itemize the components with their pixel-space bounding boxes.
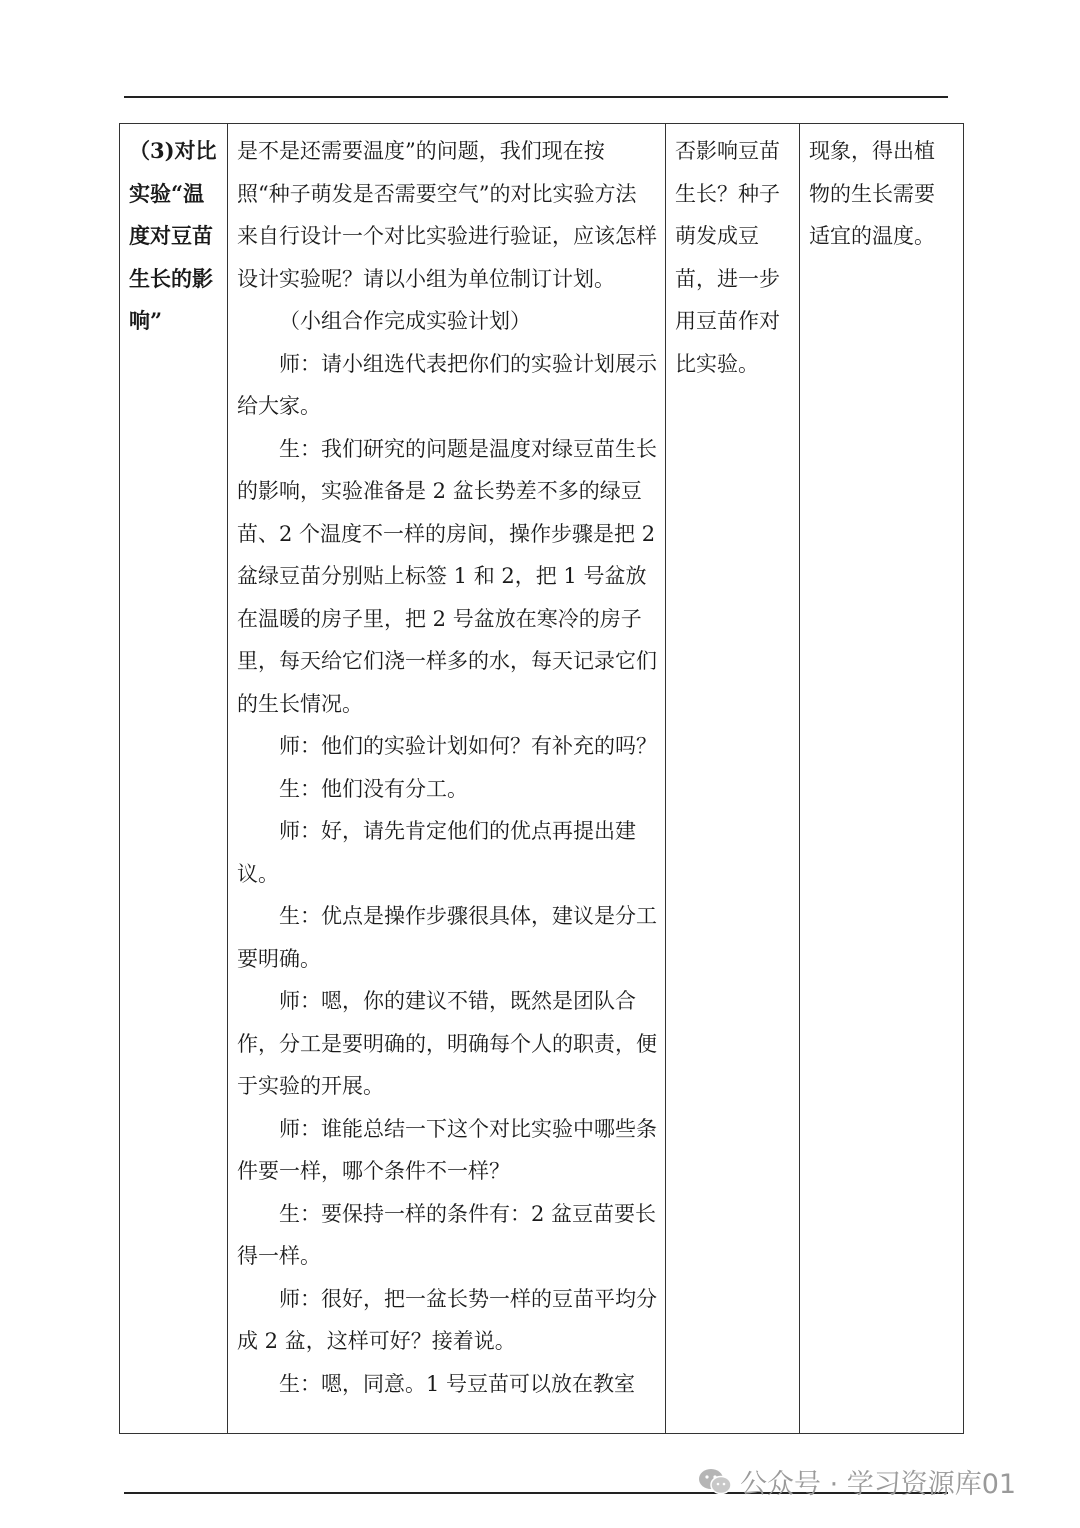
teaching-process-cell <box>228 124 666 1434</box>
watermark <box>698 1462 1016 1501</box>
process-paragraph: 生：我们研究的问题是温度对绿豆苗生长的影响，实验准备是 2 盆长势差不多的绿豆苗、2 个温度不一样的房间，操作步骤是把 2 盆绿豆苗分别贴上标签 1 和 2，把 1 号盆放在温暖的房子里，把 2 号盆放在寒冷的房子里，每天给它们浇一样多的水，每天记录它们的生长情况。 <box>237 436 657 716</box>
section-title-cell <box>120 124 228 1434</box>
design-intent-cell <box>666 124 800 1434</box>
process-paragraph: 是不是还需要温度”的问题，我们现在按照“种子萌发是否需要空气”的对比实验方法来自行设计一个对比实验进行验证，应该怎样设计实验呢？请以小组为单位制订计划。 <box>237 139 657 291</box>
process-paragraph: 师：好，请先肯定他们的优点再提出建议。 <box>237 819 636 886</box>
process-paragraph: 师：谁能总结一下这个对比实验中哪些条件要一样，哪个条件不一样？ <box>237 1116 657 1183</box>
lesson-table <box>119 123 964 1434</box>
process-paragraph: 师：很好，把一盆长势一样的豆苗平均分成 2 盆，这样可好？接着说。 <box>237 1286 657 1353</box>
process-paragraph: 生：优点是操作步骤很具体，建议是分工要明确。 <box>237 904 657 971</box>
process-paragraph: 生：他们没有分工。 <box>279 776 468 801</box>
conclusion-text: 现象，得出植物的生长需要适宜的温度。 <box>809 139 935 248</box>
table-row <box>120 124 964 1434</box>
conclusion-cell <box>800 124 964 1434</box>
process-paragraph: 生：要保持一样的条件有：2 盆豆苗要长得一样。 <box>237 1201 657 1268</box>
wechat-icon <box>698 1468 732 1496</box>
process-paragraph: 师：请小组选代表把你们的实验计划展示给大家。 <box>237 351 657 418</box>
process-paragraph: （小组合作完成实验计划） <box>279 309 531 333</box>
teaching-process <box>237 130 657 1405</box>
design-intent-text: 否影响豆苗生长？种子萌发成豆苗，进一步用豆苗作对比实验。 <box>675 139 780 376</box>
process-paragraph: 生：嗯，同意。1 号豆苗可以放在教室 <box>279 1371 636 1396</box>
section-title: （3)对比实验“温度对豆苗生长的影响” <box>129 138 217 333</box>
process-paragraph: 师：嗯，你的建议不错，既然是团队合作，分工是要明确的，明确每个人的职责，便于实验的开展。 <box>237 989 657 1098</box>
watermark-text: 公众号 · 学习资源库01 <box>740 1469 1017 1500</box>
header-rule <box>124 96 948 98</box>
process-paragraph: 师：他们的实验计划如何？有补充的吗？ <box>279 734 657 758</box>
